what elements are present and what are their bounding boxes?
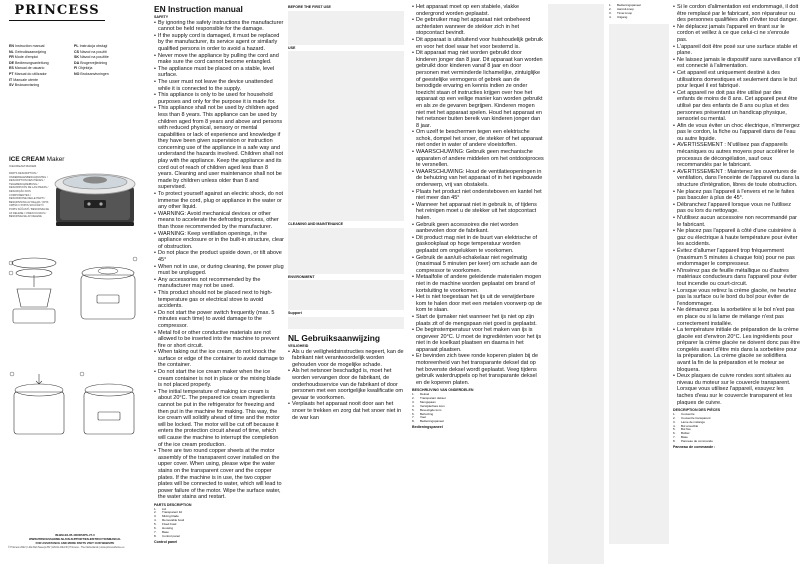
use-title: USE <box>288 45 296 50</box>
text-block <box>288 11 404 45</box>
parts-title-fr: DESCRIPTION DES PIÈCES <box>673 408 721 413</box>
part-label: Transparent lid <box>162 510 182 515</box>
nl-left-column <box>412 4 544 430</box>
part-label: Base <box>681 435 688 440</box>
french-manual-page <box>607 0 802 575</box>
control-panel-label-en: Control panel <box>154 539 178 544</box>
part-number: 4. <box>609 14 612 19</box>
safety-bullet: • This product should not be placed next to high-temperature gas or electrical stove to avoid accidents. <box>154 290 284 310</box>
safety-bullet: • Dit product mag niet in de buurt van elektrische of gaskookplaat op hoge temperatuur worden geplaatst om ongelukken te voorkomen. <box>412 235 544 255</box>
part-label: Fixed bowl <box>162 522 177 527</box>
part-label: Timer-knop <box>617 10 633 15</box>
part-label: Couvercle <box>681 411 695 416</box>
part-label: Deksel <box>420 392 430 397</box>
part-label: Behuizing <box>420 411 434 416</box>
part-label: Lid <box>162 506 167 511</box>
language-code: EN <box>9 44 14 48</box>
safety-bullet: • N'utilisez aucun accessoire non recommandé par le fabricant. <box>673 215 800 228</box>
part-number: 2. <box>412 395 415 400</box>
part-label: Bedieningspaneel <box>420 419 444 424</box>
safety-bullet: • When not in use, or during cleaning, the power plug must be unplugged. <box>154 264 284 277</box>
part-label: Mixing blade <box>162 514 179 519</box>
part-label: Removable bowl <box>162 518 185 523</box>
safety-bullet: • De gebruiker mag het apparaat niet onbeheerd achterlaten wanneer de stekker zich in het stopcontact bevindt. <box>412 17 544 37</box>
safety-bullet: • Afin de vous éviter un choc électrique, n'immergez pas le cordon, la fiche ou l'appareil dans de l'eau ou autre liquide. <box>673 123 800 143</box>
safety-bullet: • WAARSCHUWING: Houd de ventilatieopeningen in de behuizing van het apparaat of in het ingebouwde onderwerp, vrij van obstakels. <box>412 169 544 189</box>
part-number: 6. <box>673 431 676 436</box>
part-number: 6. <box>412 411 415 416</box>
language-code: NL <box>9 49 14 54</box>
nl-parts-list <box>412 393 544 424</box>
safety-bullet: • When taking out the ice cream, do not knock the surface or edge of the container to avoid damage to the container. <box>154 349 284 369</box>
safety-bullet: • Verplaats het apparaat nooit door aan het snoer te trekken en zorg dat het snoer niet in de war kan <box>288 401 404 421</box>
safety-bullet: • Ne placez pas l'appareil à l'envers et ne le faites pas basculer à plus de 45°. <box>673 189 800 202</box>
safety-bullet: • WARNING: Avoid mechanical devices or other means to accelerate the defrosting process, other than those recommended by the manufacturer. <box>154 211 284 231</box>
safety-bullet: • La température initiale de préparation de la crème glacée est d'environ 20°C. Les ingrédients pour préparer la crème glacée ne doivent donc pas être congelés avant d'être mis dans la sorbetière pour la préparation. La crème glacée se solidifiera avant la fin de la préparation et le moteur se bloquera. <box>673 327 800 373</box>
language-list-right <box>74 44 109 78</box>
safety-bullet: • Lorsque vous retirez la crème glacée, ne heurtez pas la surface ou le bord du bol pour éviter de l'endommager. <box>673 288 800 308</box>
part-number: 2. <box>609 6 612 11</box>
safety-bullet: • The user must not leave the device unattended while it is connected to the supply. <box>154 79 284 92</box>
model-code: ICECREAM MAKER <box>9 164 37 168</box>
language-code: DA <box>74 60 80 65</box>
language-name: Brugervejledning <box>80 60 108 65</box>
model-title-bold: ICE CREAM <box>9 156 45 163</box>
safety-bullet: • AVERTISSEMENT : Maintenez les ouvertures de ventilation, dans l'enceinte de l'appareil ou dans la structure d'intégration, libres de toute obstruction. <box>673 169 800 189</box>
language-code: PT <box>9 71 14 76</box>
safety-bullet: • Do not start the power switch frequently (max. 5 minutes each time) to avoid damage to the compressor. <box>154 310 284 330</box>
nl-safety-list <box>288 349 404 422</box>
safety-bullet: • Plaats het product niet ondersteboven en kantel het niet meer dan 45° <box>412 189 544 202</box>
safety-bullet: • N'insérez pas de feuille métallique ou d'autres matériaux conducteurs dans l'appareil pour éviter tout incendie ou court-circuit. <box>673 268 800 288</box>
language-name: Bedienungsanleitung <box>15 60 49 65</box>
safety-bullet: • Als u de veiligheidsinstructies negeert, kan de fabrikant niet verantwoordelijk worden gehouden voor de mogelijke schade. <box>288 349 404 369</box>
text-block <box>288 280 404 310</box>
safety-bullet: • Ne laissez jamais le dispositif sans surveillance s'il est connecté à l'alimentation. <box>673 57 800 70</box>
safety-bullet: • Dit apparaat mag niet worden gebruikt door kinderen jonger dan 8 jaar. Dit apparaat kan worden gebruikt door kinderen vanaf 8 jaar en door personen met verminderde lichamelijke, zintuiglijke of geestelijke vermogens of gebrek aan de benodigde ervaring en kennis indien ze onder toezicht staan of instructies krijgen over hoe het apparaat op een veilige manier kan worden gebruikt en als ze de gevaren begrijpen. Kinderen mogen niet met het apparaat spelen. Houd het apparaat en het netsnoer buiten bereik van kinderen jonger dan 8 jaar. <box>412 50 544 129</box>
part-number: 1. <box>412 392 415 397</box>
nl-safety-list-continued <box>412 4 544 386</box>
fr-right-column <box>673 4 800 450</box>
en-right-column <box>288 4 404 421</box>
nl-right-column-text <box>548 4 604 564</box>
safety-bullet: • There are two round copper sheets at the motor assembly of the transparent cover installed on the upper cover. When using, please wipe the water stains on the transparent cover and the copper plates. If the machine is in use, the two copper plates will be connected to water, which will lead to power failure of the motor. Wipe the surface water, the water stains and restart. <box>154 448 284 501</box>
language-name: Bruksanvisningen <box>80 71 109 76</box>
part-number: 1. <box>673 411 676 416</box>
language-code: PL <box>74 44 79 48</box>
language-code: CS <box>74 49 79 54</box>
language-name: Instrukcja obsługi <box>79 44 108 48</box>
safety-bullet: • Cet appareil est uniquement destiné à des utilisations domestiques et seulement dans le but pour lequel il est fabriqué. <box>673 70 800 90</box>
part-label: Voet <box>420 415 427 420</box>
part-number: 1. <box>609 3 612 7</box>
control-panel-label-nl: Bedieningspaneel <box>412 425 443 430</box>
support-title: Support <box>288 311 302 316</box>
safety-bullet: • Évitez d'allumer l'appareil trop fréquemment (maximum 5 minutes à chaque fois) pour ne pas endommager le compresseur. <box>673 248 800 268</box>
part-label: Mengspaan <box>420 399 436 404</box>
nl-section <box>288 333 404 421</box>
safety-bullet: • Cet appareil ne doit pas être utilisé par des enfants de moins de 8 ans. Cet appareil peut être utilisé par des enfants de 8 ans ou plus et des personnes présentant un handicap physique, sensoriel ou mental. <box>673 90 800 123</box>
part-item <box>154 535 284 539</box>
safety-bullet: • By ignoring the safety instructions the manufacturer cannot be held responsible for the damage. <box>154 20 284 33</box>
safety-bullet: • Er bevinden zich twee ronde koperen platen bij de motoreenheid van het transparante deksel dat op het bovenste deksel wordt geplaatst. Veeg tijdens gebruik waterdruppels op het transparante deksel en de koperen platen. <box>412 353 544 386</box>
language-name: Gebruiksaanwijzing <box>14 49 46 54</box>
safety-bullet: • L'appareil doit être posé sur une surface stable et plane. <box>673 44 800 57</box>
part-number: 5. <box>673 427 676 432</box>
part-number: 2. <box>154 510 157 515</box>
environment-title: ENVIRONMENT <box>288 274 315 279</box>
language-item <box>9 83 49 89</box>
safety-label: SAFETY <box>154 15 169 19</box>
part-number: 7. <box>673 435 676 440</box>
part-number: 5. <box>154 522 157 527</box>
fr-parts-list <box>673 413 800 444</box>
part-number: 2. <box>673 415 676 420</box>
part-label: Bevestigde kom <box>420 407 442 412</box>
language-name: Ohjekirja <box>78 66 93 71</box>
cleaning-title: CLEANING AND MAINTENANCE <box>288 222 343 227</box>
section-heading-nl: NL Gebruiksaanwijzing <box>288 332 380 343</box>
part-number: 6. <box>154 526 157 531</box>
safety-bullet: • De beginstemperatuur voor het maken van ijs is ongeveer 20°C. U moet de ingrediënten voor het ijs niet in de koelkast plaatsen en daarna in het apparaat plaatsen. <box>412 327 544 353</box>
language-item <box>74 72 109 78</box>
safety-bullet: • Ne démarrez pas la sorbetière si le bol n'est pas en place ou si la lame de mélange n'est pas correctement installée. <box>673 307 800 327</box>
part-number: 8. <box>412 419 415 424</box>
language-name: Bruksanvisning <box>14 83 40 88</box>
part-label: Bol amovible <box>681 423 699 428</box>
text-block <box>288 317 404 329</box>
language-code: FI <box>74 66 78 71</box>
usage-diagram-b <box>76 370 142 440</box>
language-code: SK <box>74 55 79 60</box>
safety-bullet: • This appliance is only to be used for household purposes and only for the purpose it is made for. <box>154 92 284 105</box>
cover-page <box>0 0 150 575</box>
safety-bullet: • To protect yourself against an electric shock, do not immerse the cord, plug or appliance in the water or any other liquid. <box>154 191 284 211</box>
part-label: Uitgang <box>617 14 628 19</box>
safety-bullet: • Si le cordon d'alimentation est endommagé, il doit être remplacé par le fabricant, son réparateur ou des personnes qualifiées afin d'éviter tout danger. <box>673 4 800 24</box>
part-label: Control panel <box>162 533 180 538</box>
safety-bullet: • This appliance shall not be used by children aged less than 8 years. This appliance can be used by children aged from 8 years and above and persons with reduced physical, sensory or mental capabilities or lack of experience and knowledge if they have been given supervision or instruction concerning use of the appliance in a safe way and understand the hazards involved. Children shall not play with the appliance. Keep the appliance and its cord out of reach of children aged less than 8 years. Cleaning and user maintenance shall not be made by children unless older than 8 and supervised. <box>154 105 284 191</box>
language-name: Manuale utente <box>13 77 38 82</box>
part-item <box>609 16 669 20</box>
language-name: Manual do utilizador <box>14 71 47 76</box>
control-panel-label-fr: Panneau de commande : <box>673 445 716 450</box>
part-label: Bol fixe <box>681 427 691 432</box>
dutch-manual-page <box>408 0 607 575</box>
part-label: Lame de mélange <box>681 419 706 424</box>
part-label: Housing <box>162 526 174 531</box>
safety-bullet: • Om uzelf te beschermen tegen een elektrische schok, dompel het snoer, de stekker of het apparaat niet onder in water of andere vloeistoffen. <box>412 129 544 149</box>
before-first-use-title: BEFORE THE FIRST USE <box>288 5 331 9</box>
safety-bullet: • Het apparaat moet op een stabiele, vlakke ondergrond worden geplaatst. <box>412 4 544 17</box>
safety-bullet: • Deux plaques de cuivre rondes sont situées au niveau du moteur sur le couvercle transparent. Lorsque vous utilisez l'appareil, essuyez les taches d'eau sur le couvercle transparent et les plaques de cuivre. <box>673 373 800 406</box>
language-name: Mode d'emploi <box>14 55 39 60</box>
part-number: 7. <box>412 415 415 420</box>
safety-bullet: • Wanneer het apparaat niet in gebruik is, of tijdens het reinigen moet u de stekker uit het stopcontact halen. <box>412 202 544 222</box>
safety-bullet: • AVERTISSEMENT : N'utilisez pas d'appareils mécaniques ou autres moyens pour accélérer le processus de décongélation, sauf ceux recommandés par le fabricant. <box>673 142 800 168</box>
veiligheid-label: VEILIGHEID <box>288 343 309 348</box>
part-item <box>673 440 800 444</box>
language-code: NO <box>74 71 80 76</box>
fr-safety-list <box>673 4 800 406</box>
ice-cream-maker-image <box>46 160 144 228</box>
parts-title-nl: BESCHRIJVING VAN ONDERDELEN <box>412 388 474 393</box>
language-name: Návod na použitie <box>80 55 109 60</box>
usage-diagram-a <box>6 370 72 440</box>
part-label: Boîtier <box>681 431 690 436</box>
part-label: Aan/uit-knop <box>617 6 634 11</box>
manual-code: IM-BM-EX-85-4000054PS-V7-0 <box>55 533 95 537</box>
language-list-left <box>9 44 49 89</box>
part-item <box>412 420 544 424</box>
safety-bullet: • Metal foil or other conductive materials are not allowed to be inserted into the machine to prevent fire or short circuit. <box>154 330 284 350</box>
safety-bullet: • Ne placez pas l'appareil à côté d'une cuisinière à gaz ou électrique à haute température pour éviter les accidents. <box>673 228 800 248</box>
en-parts-list <box>154 508 284 539</box>
language-name: Návod na použití <box>80 49 107 54</box>
safety-bullet: • Gebruik geen accessoires die niet worden aanbevolen door de fabrikant. <box>412 222 544 235</box>
part-number: 5. <box>412 407 415 412</box>
safety-bullet: • Gebruik de aan/uit-schakelaar niet regelmatig (maximaal 5 minuten per keer) om schade aan de compressor te voorkomen. <box>412 255 544 275</box>
part-number: 8. <box>673 439 676 444</box>
language-code: DE <box>9 60 14 65</box>
safety-bullet: • Débranchez l'appareil lorsque vous ne l'utilisez pas ou lors du nettoyage. <box>673 202 800 215</box>
part-number: 7. <box>154 529 157 534</box>
english-manual-page <box>150 0 408 575</box>
safety-bullet: • WARNING: Keep ventilation openings, in the appliance enclosure or in the built-in structure, clear of obstruction. <box>154 231 284 251</box>
part-label: Bedieningspaneel <box>617 3 641 7</box>
contact-block <box>8 534 142 545</box>
safety-bullet: • Ne déplacez jamais l'appareil en tirant sur le cordon et veillez à ce que celui-ci ne s'enroule pas. <box>673 24 800 44</box>
language-name: Instruction manual <box>15 44 45 48</box>
part-number: 3. <box>673 419 676 424</box>
language-code: FR <box>9 55 14 60</box>
safety-bullet: • Any accessories not recommended by the manufacturer may not be used. <box>154 277 284 290</box>
brand-logo: PRINCESS <box>14 3 100 18</box>
parts-diagram-exploded <box>5 255 63 325</box>
part-label: Verwijderbare kom <box>420 403 445 408</box>
safety-bullet: • Dit apparaat is uitsluitend voor huishoudelijk gebruik en voor het doel waar het voor bestemd is. <box>412 37 544 50</box>
language-code: ES <box>9 66 14 71</box>
en-safety-list <box>154 20 284 501</box>
section-heading-en: EN Instruction manual <box>154 4 243 14</box>
text-block <box>609 24 669 544</box>
safety-bullet: • Het is niet toegestaan het ijs uit de verwijderbare kom te halen door met een metalen voorwerp op de kom te slaan. <box>412 294 544 314</box>
assembled-diagram <box>75 255 141 325</box>
en-left-column <box>154 4 284 544</box>
part-label: Transparant deksel <box>420 395 446 400</box>
parts-title-en: PARTS DESCRIPTION <box>154 502 192 507</box>
safety-bullet: • If the supply cord is damaged, it must be replaced by the manufacturer, its service agent or similarly qualified persons in order to avoid a hazard. <box>154 33 284 53</box>
text-block <box>288 51 404 221</box>
safety-bullet: • Do not start the ice cream maker when the ice cream container is not in place or the mixing blade is not placed properly. <box>154 369 284 389</box>
text-block <box>288 228 404 274</box>
copyright: © Princess 2022 | Little Belt Sweeps BV | EN-NL-DE-FR | Princess - The Netherlands | www.princesshome.eu <box>8 546 125 549</box>
part-number: 4. <box>412 403 415 408</box>
support-note: FOR ASSISTANCE AND MORE PARTS VISIT OUR WEBSITE <box>35 540 115 545</box>
safety-bullet: • The initial temperature of making ice cream is about 20°C. The prepared ice cream ingredients cannot be put in the refrigerator for freezing and then put in the machine for making. This way, the ice cream will solidify ahead of time and the motor will be locked. The motor will be cut off because it enters the protection circuit ahead of time, which will cause the machine to interrupt the completion of the ice cream production. <box>154 389 284 448</box>
language-code: IT <box>9 77 13 82</box>
part-number: 4. <box>673 423 676 428</box>
safety-bullet: • WAARSCHUWING: Gebruik geen mechanische apparaten of andere middelen om het ontdooiproces te versnellen. <box>412 149 544 169</box>
safety-bullet: • Never move the appliance by pulling the cord and make sure the cord cannot become entangled. <box>154 53 284 66</box>
safety-bullet: • Do not place the product upside down, or tilt above 45° <box>154 250 284 263</box>
language-code: SV <box>9 83 14 88</box>
part-label: Panneau de commande <box>681 439 713 444</box>
fr-left-column <box>609 4 669 544</box>
safety-bullet: • Start de ijsmaker niet wanneer het ijs niet op zijn plaats zit of de mengspaan niet goed is geplaatst. <box>412 314 544 327</box>
language-name: Manual de usuario <box>14 66 45 71</box>
part-number: 3. <box>412 399 415 404</box>
safety-bullet: • Als het netsnoer beschadigd is, moet het worden vervangen door de fabrikant, de onderhoudsservice van de fabrikant of door personen met een soortgelijke kwalificatie om gevaar te voorkomen. <box>288 368 404 401</box>
safety-bullet: • Metaalfolie of andere geleidende materialen mogen niet in de machine worden geplaatst om brand of kortsluiting te voorkomen. <box>412 274 544 294</box>
logo-rule <box>9 20 105 21</box>
part-number: 8. <box>154 533 157 538</box>
part-number: 3. <box>609 10 612 15</box>
model-title-rest: Maker <box>46 156 65 163</box>
part-label: Base <box>162 529 169 534</box>
part-number: 1. <box>154 506 157 511</box>
nl-control-parts <box>609 4 669 20</box>
part-label: Couvercle transparent <box>681 415 711 420</box>
safety-bullet: • The appliance must be placed on a stable, level surface. <box>154 66 284 79</box>
parts-description-notice: PARTS DESCRIPTION / ONDERDELENBESCHRIJVING / DESCRIPTION DES PIÈCES / TEILEBESCHREIBUNG / DESCRIPCIÓN DE LAS PIEZAS / DESCRIÇÃO DOS COMPONENTES / DESCRIZIONE DELLE PARTI / BESKRIVNING AV DELAR / OPIS CZĘŚCI / POPIS SOUČÁSTÍ / POPIS SÚČASTÍ / BESKRIVELSE AF DELENE / OSIEN KUVAUS / BESKRIVELSE AV DELENE <box>9 172 49 219</box>
support-url[interactable]: WWW.PRINCESSHOME.NL/ON-SUPPORT/EN-INSTRUCTIONMANUAL <box>29 536 121 541</box>
part-number: 4. <box>154 518 157 523</box>
part-number: 3. <box>154 514 157 519</box>
